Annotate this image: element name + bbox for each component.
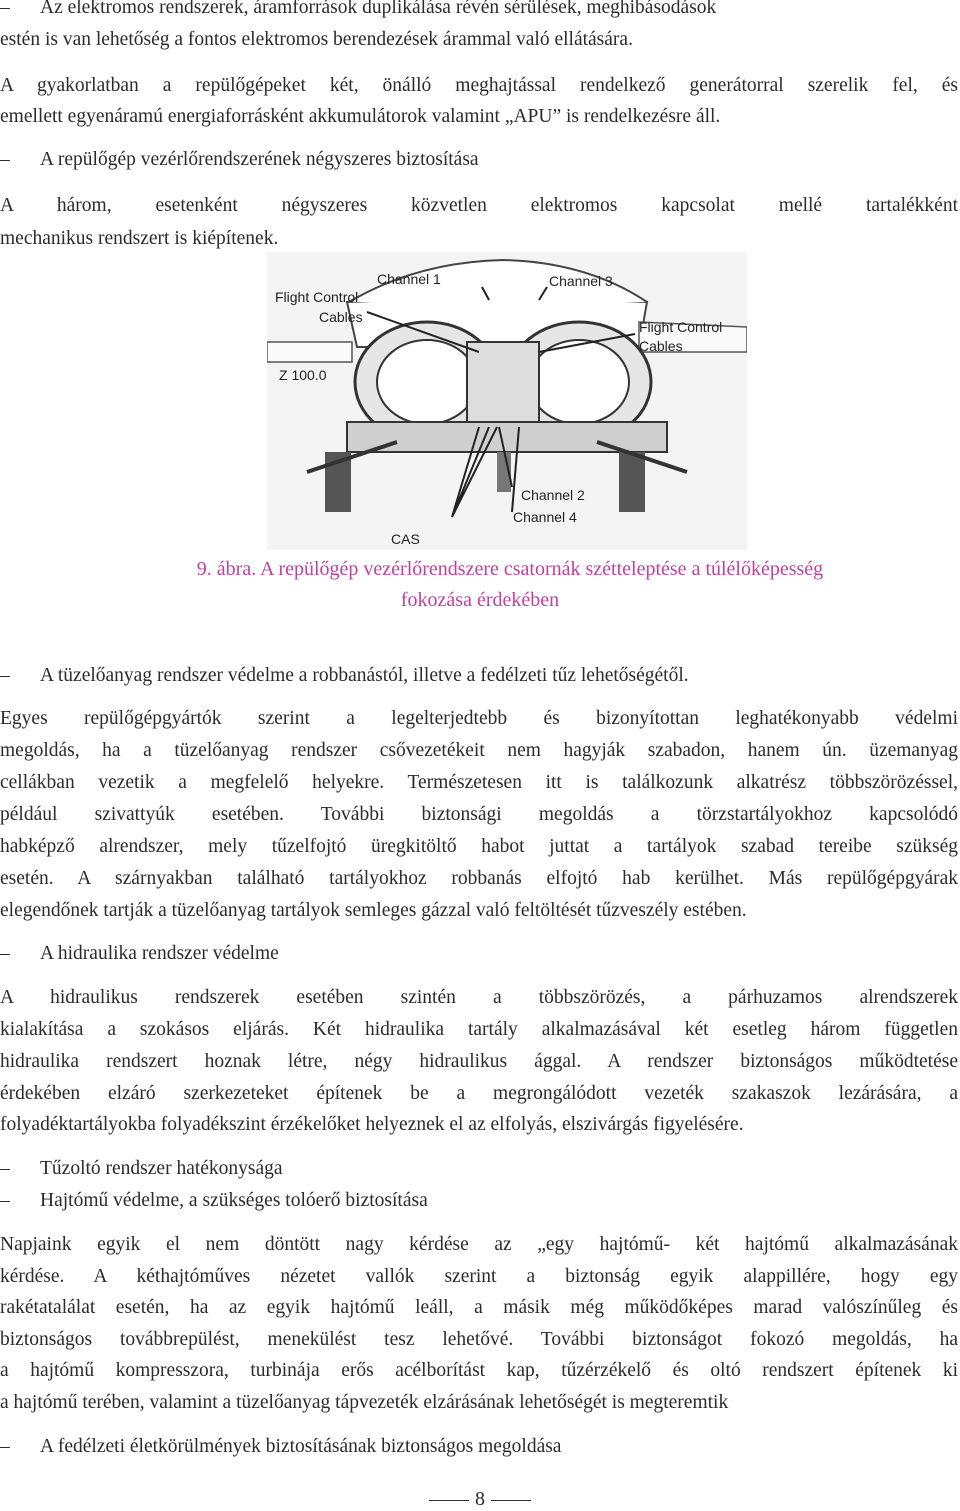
paragraph-line: biztonságos továbbrepülést, menekülést tesz lehetővé. További biztonságot fokozó megoldás, ha bbox=[0, 1329, 958, 1350]
paragraph-line: rakétatalálat esetén, ha az egyik hajtómű leáll, a másik még működőképes marad valószínűleg és bbox=[0, 1297, 958, 1318]
bullet-text: Hajtómű védelme, a szükséges tolóerő biztosítása bbox=[40, 1190, 428, 1211]
label-flight-control-left: Flight Control bbox=[275, 289, 359, 305]
bullet-item: – Tűzoltó rendszer hatékonysága bbox=[0, 1158, 283, 1179]
page-number bbox=[0, 1488, 960, 1511]
bullet-item: – Az elektromos rendszerek, áramforrások duplikálása révén sérülések, meghibásodások bbox=[0, 0, 716, 20]
label-channel-4: Channel 4 bbox=[513, 509, 577, 525]
label-cables-left: Cables bbox=[319, 309, 363, 325]
bullet-text: Az elektromos rendszerek, áramforrások duplikálása révén sérülések, meghibásodások bbox=[40, 0, 717, 18]
label-channel-3: Channel 3 bbox=[549, 273, 613, 289]
paragraph-line: hidraulika rendszert hoznak létre, négy hidraulikus ággal. A rendszer biztonságos működtetése bbox=[0, 1051, 958, 1072]
label-flight-control-right: Flight Control bbox=[639, 319, 723, 335]
bullet-text: A repülőgép vezérlőrendszerének négyszeres biztosítása bbox=[40, 149, 479, 170]
paragraph-line: elegendőnek tartják a tüzelőanyag tartályok semleges gázzal való feltöltését tűzveszély estében. bbox=[0, 900, 747, 921]
bullet-item: – A hidraulika rendszer védelme bbox=[0, 943, 279, 964]
bullet-item: – A tüzelőanyag rendszer védelme a robbanástól, illetve a fedélzeti tűz lehetőségétől. bbox=[0, 665, 689, 686]
paragraph-line: megoldás, ha a tüzelőanyag rendszer csővezetékeit nem hagyják szabadon, hanem ún. üzemanyag bbox=[0, 740, 958, 761]
paragraph-line: Egyes repülőgépgyártók szerint a legelterjedtebb és bizonyítottan leghatékonyabb védelmi bbox=[0, 708, 958, 729]
bullet-text: A hidraulika rendszer védelme bbox=[40, 943, 279, 964]
paragraph-line: folyadéktartályokba folyadékszint érzékelőket helyeznek el az elfolyás, elszivárgás figyelésére. bbox=[0, 1114, 744, 1135]
paragraph-line: kialakítása a szokásos eljárás. Két hidraulika tartály alkalmazásával két esetleg három független bbox=[0, 1019, 958, 1040]
paragraph-line: például szivattyúk esetében. További biztonsági megoldás a törzstartályokhoz kapcsolódó bbox=[0, 804, 958, 825]
label-z100: Z 100.0 bbox=[279, 367, 327, 383]
paragraph-line: a hajtómű terében, valamint a tüzelőanyag tápvezeték elzárásának lehetőségét is megteremtik bbox=[0, 1392, 729, 1413]
bullet-item: – A repülőgép vezérlőrendszerének négyszeres biztosítása bbox=[0, 149, 479, 170]
paragraph-line: esetén. A szárnyakban található tartályokhoz robbanás elfojtó hab kerülhet. Más repülőgépgyárak bbox=[0, 868, 958, 889]
paragraph-line: A három, esetenként négyszeres közvetlen elektromos kapcsolat mellé tartalékként bbox=[0, 195, 958, 216]
bullet-item: – Hajtómű védelme, a szükséges tolóerő biztosítása bbox=[0, 1190, 428, 1211]
paragraph-line: emellett egyenáramú energiaforrásként akkumulátorok valamint „APU” is rendelkezésre áll. bbox=[0, 106, 721, 127]
paragraph-line: habképző alrendszer, mely tűzelfojtó üregkitöltő habot juttat a tartályok szabad tereibe szükség bbox=[0, 836, 958, 857]
label-channel-2: Channel 2 bbox=[521, 487, 585, 503]
paragraph-line: A gyakorlatban a repülőgépeket két, önálló meghajtással rendelkező generátorral szerelik fel, és bbox=[0, 75, 958, 96]
figure-caption-line2: fokozása érdekében bbox=[400, 589, 560, 611]
bullet-text: Tűzoltó rendszer hatékonysága bbox=[40, 1158, 283, 1179]
label-cas: CAS bbox=[391, 531, 420, 547]
flight-control-figure bbox=[267, 252, 747, 550]
paragraph-line: Napjaink egyik el nem döntött nagy kérdése az „egy hajtómű- két hajtómű alkalmazásának bbox=[0, 1234, 958, 1255]
label-cables-right: Cables bbox=[639, 338, 683, 354]
bullet-item: – A fedélzeti életkörülmények biztosításának biztonságos megoldása bbox=[0, 1436, 562, 1457]
label-channel-1: Channel 1 bbox=[377, 271, 441, 287]
paragraph-line: A hidraulikus rendszerek esetében szintén a többszörözés, a párhuzamos alrendszerek bbox=[0, 987, 958, 1008]
paragraph-line: érdekében elzáró szerkezeteket építenek be a megrongálódott vezeték szakaszok lezárására, a bbox=[0, 1083, 958, 1104]
bullet-text: A tüzelőanyag rendszer védelme a robbanástól, illetve a fedélzeti tűz lehetőségétől. bbox=[40, 665, 689, 686]
paragraph-line: a hajtómű kompresszora, turbinája erős acélborítást kap, tűzérzékelő és oltó rendszert építenek ki bbox=[0, 1360, 958, 1381]
paragraph-line: kérdése. A kéthajtóműves nézetet vallók szerint a biztonság egyik alappillére, hogy egy bbox=[0, 1266, 958, 1287]
paragraph-line: cellákban vezetik a megfelelő helyekre. Természetesen itt is találkozunk alkatrész többszörözéssel, bbox=[0, 772, 958, 793]
paragraph-line: estén is van lehetőség a fontos elektromos berendezések árammal való ellátására. bbox=[0, 29, 633, 50]
page-number-text: 8 bbox=[475, 1488, 485, 1510]
bullet-text: A fedélzeti életkörülmények biztosításának biztonságos megoldása bbox=[40, 1436, 562, 1457]
paragraph-line: mechanikus rendszert is kiépítenek. bbox=[0, 228, 279, 249]
figure-caption-line1: 9. ábra. A repülőgép vezérlőrendszere csatornák szétteleptése a túlélőképesség bbox=[196, 558, 824, 580]
